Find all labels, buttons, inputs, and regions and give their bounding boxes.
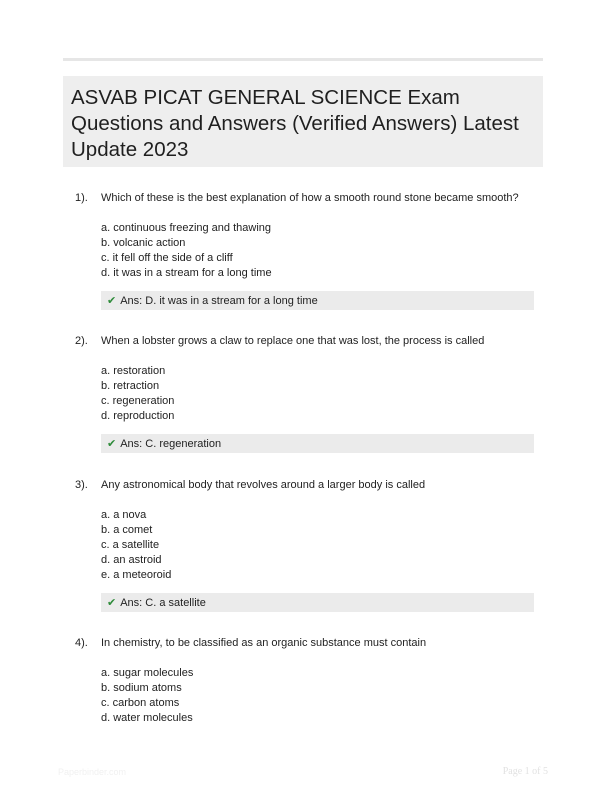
option-b: b. sodium atoms <box>101 682 182 694</box>
question-text: In chemistry, to be classified as an organic substance must contain <box>101 637 427 649</box>
option-e: e. a meteoroid <box>101 569 172 581</box>
option-list <box>101 221 272 281</box>
option-a: a. a nova <box>101 509 147 521</box>
option-list <box>101 666 193 726</box>
checkmark-icon: ✔ <box>107 437 117 450</box>
question-text: Any astronomical body that revolves around a larger body is called <box>101 479 426 491</box>
question-number: 4). <box>75 637 88 649</box>
option-a: a. continuous freezing and thawing <box>101 222 272 234</box>
question-number: 3). <box>75 479 88 491</box>
answer-box <box>101 593 534 612</box>
document-title: ASVAB PICAT GENERAL SCIENCE Exam Questions and Answers (Verified Answers) Latest Update 2023 <box>71 86 519 161</box>
option-d: d. an astroid <box>101 554 162 566</box>
question-text: Which of these is the best explanation of how a smooth round stone became smooth? <box>101 192 519 204</box>
option-list <box>101 364 174 424</box>
option-c: c. carbon atoms <box>101 697 180 709</box>
option-d: d. water molecules <box>101 712 193 724</box>
option-b: b. volcanic action <box>101 237 186 249</box>
answer-text: Ans: D. it was in a stream for a long time <box>120 295 318 307</box>
title-banner <box>63 76 543 167</box>
option-c: c. it fell off the side of a cliff <box>101 252 233 264</box>
answer-text: Ans: C. regeneration <box>120 438 222 450</box>
option-d: d. reproduction <box>101 410 175 422</box>
answer-box <box>101 291 534 310</box>
option-d: d. it was in a stream for a long time <box>101 267 272 279</box>
option-list <box>101 508 171 583</box>
footer-watermark: Paperbinder.com <box>58 767 127 777</box>
option-b: b. retraction <box>101 380 160 392</box>
answer-text: Ans: C. a satellite <box>120 597 206 609</box>
answer-box <box>101 434 534 453</box>
page-number: Page 1 of 5 <box>502 766 548 777</box>
checkmark-icon: ✔ <box>107 294 117 307</box>
option-a: a. sugar molecules <box>101 667 194 679</box>
option-c: c. a satellite <box>101 539 160 551</box>
question-text: When a lobster grows a claw to replace one that was lost, the process is called <box>101 335 485 347</box>
option-b: b. a comet <box>101 524 153 536</box>
top-divider <box>63 58 543 61</box>
question-number: 1). <box>75 192 88 204</box>
checkmark-icon: ✔ <box>107 596 117 609</box>
option-a: a. restoration <box>101 365 166 377</box>
option-c: c. regeneration <box>101 395 175 407</box>
question-number: 2). <box>75 335 88 347</box>
